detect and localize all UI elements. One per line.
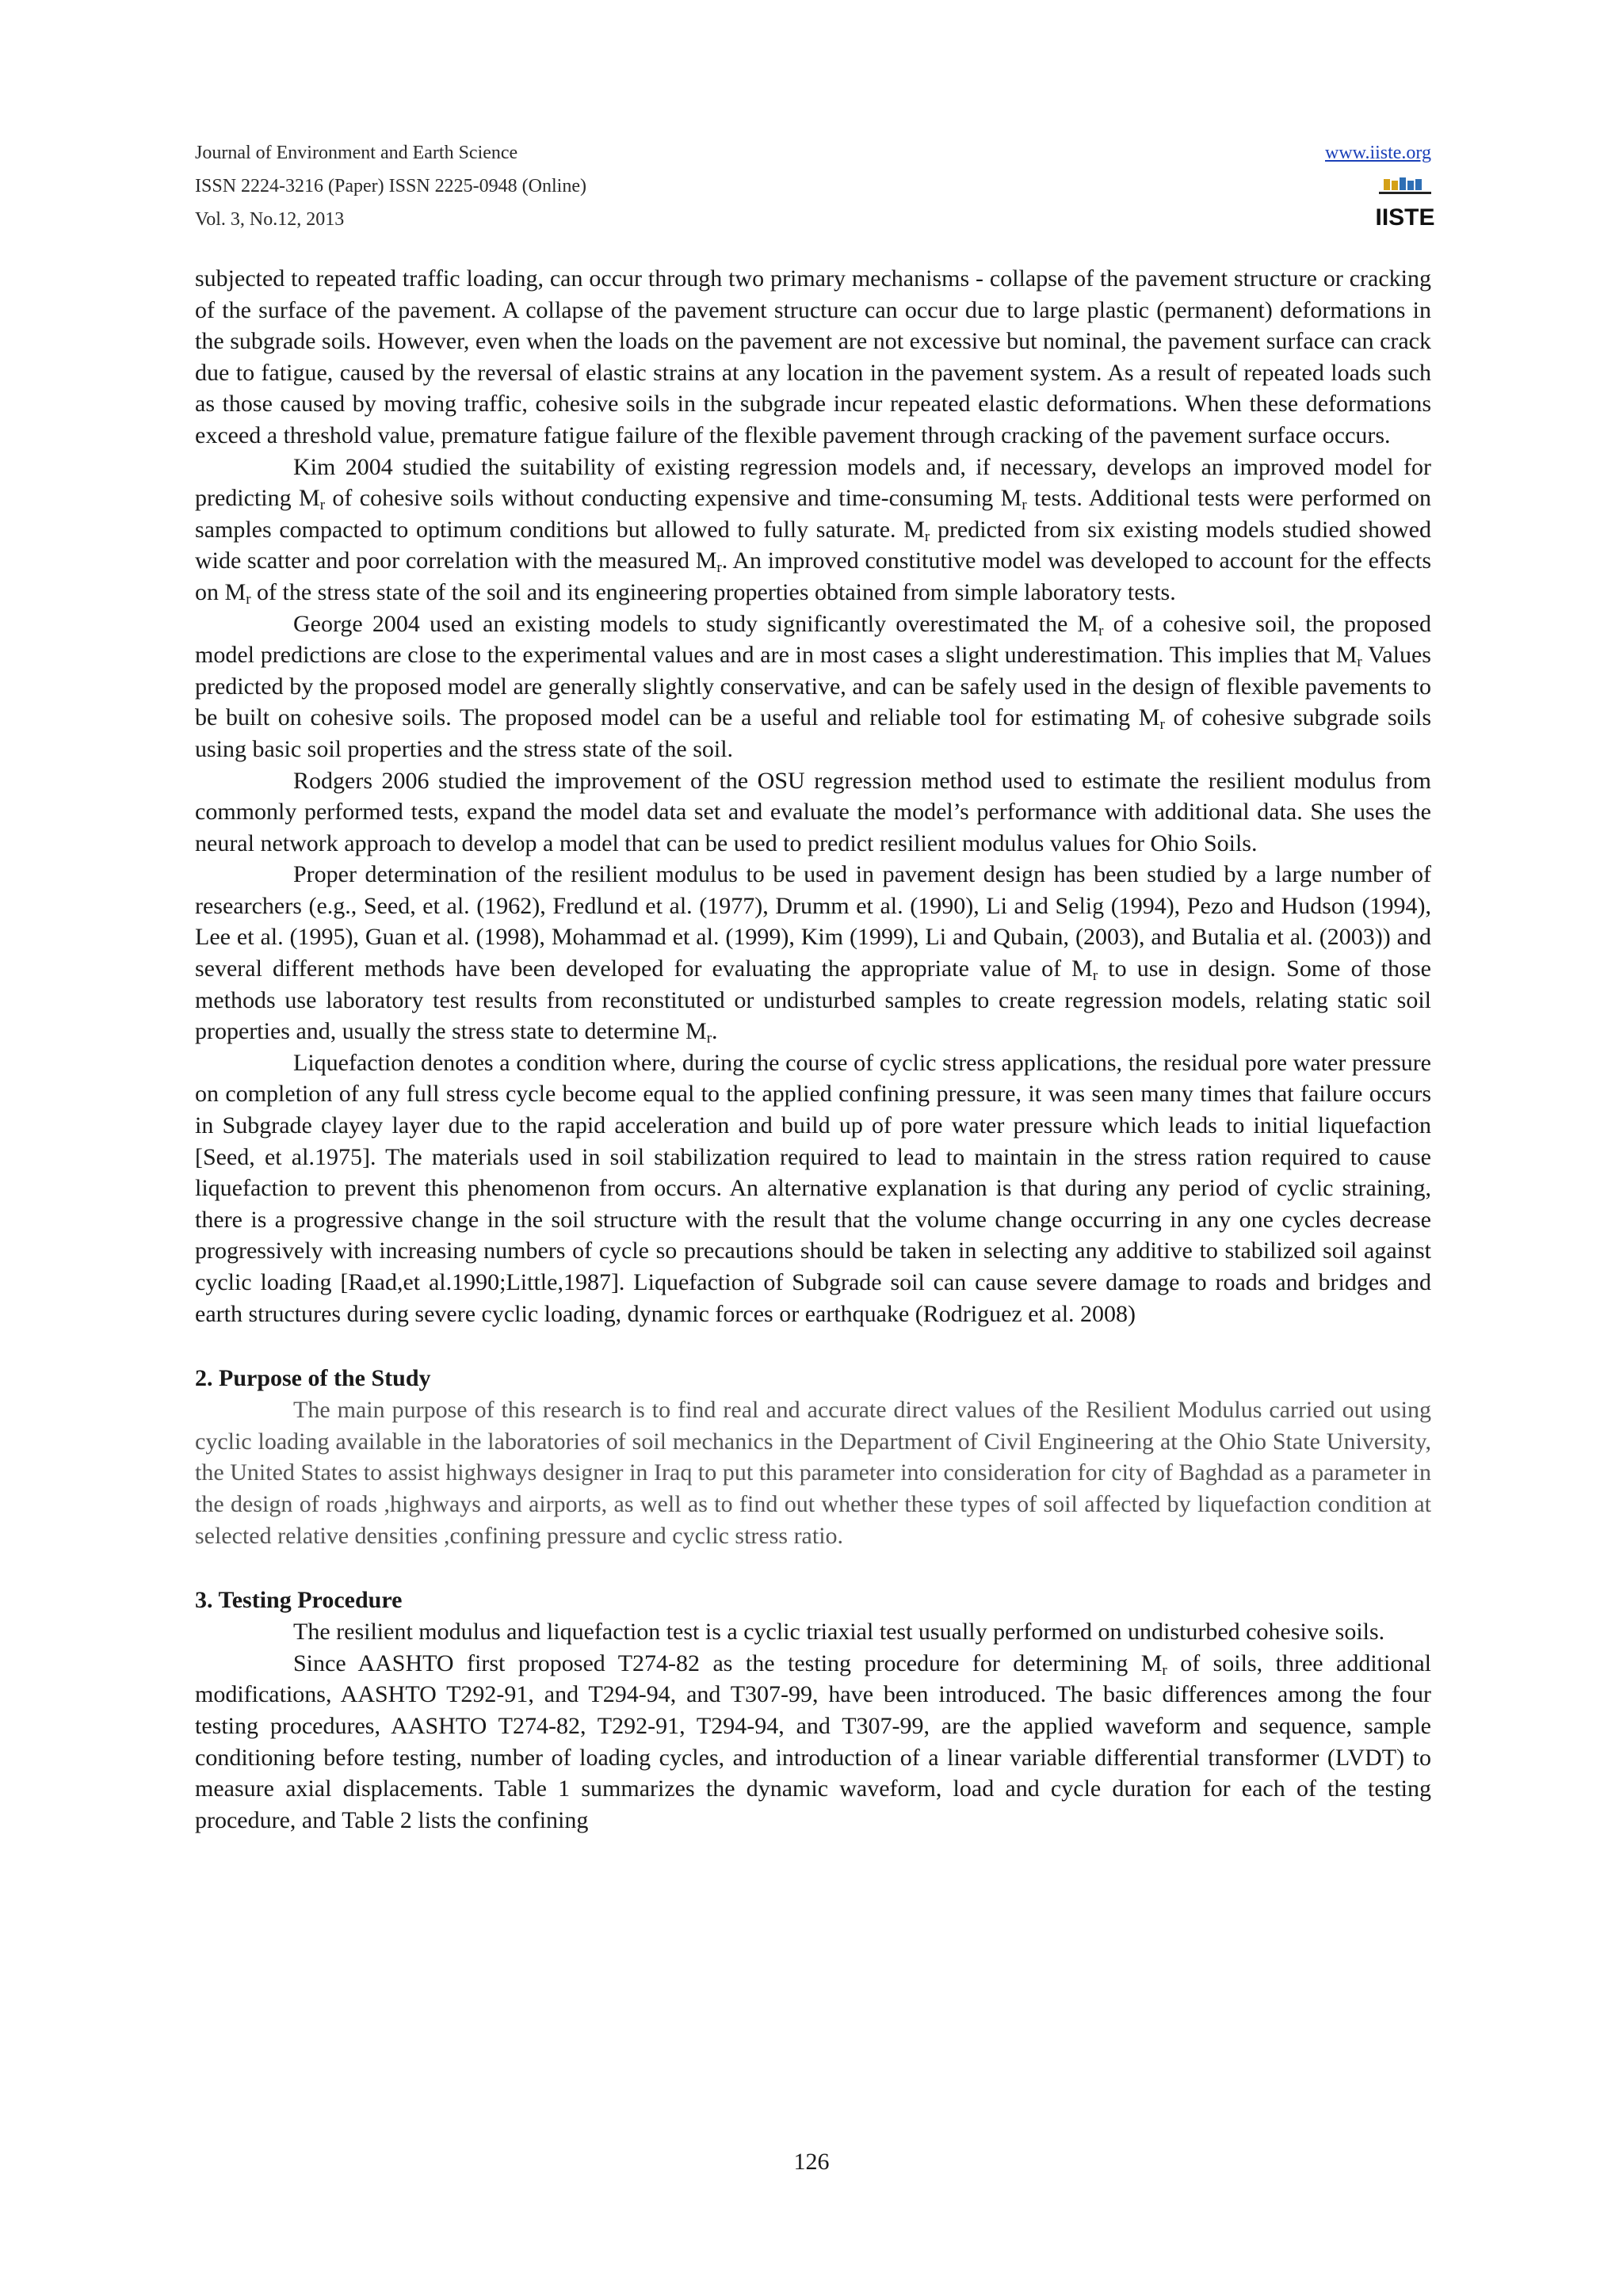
paragraph [195, 263, 1431, 452]
journal-url-link[interactable]: www.iiste.org [1325, 143, 1431, 163]
subscript-r: r [319, 497, 326, 514]
journal-volume: Vol. 3, No.12, 2013 [195, 209, 345, 230]
paragraph-text: of cohesive soils without conducting expensive and time-consuming M [325, 485, 1022, 512]
paragraph [195, 1616, 1431, 1648]
paragraph-text: of cohesive subgrade soils using basic soil properties and the stress state of the soil. [195, 704, 1432, 762]
subscript-r: r [1159, 716, 1165, 734]
subscript-r: r [706, 1030, 712, 1047]
subscript-r: r [1092, 967, 1098, 985]
journal-name: Journal of Environment and Earth Science [195, 143, 518, 163]
paragraph-text: of the stress state of the soil and its engineering properties obtained from simple laboratory tests. [250, 578, 1176, 605]
paragraph-text: Values predicted by the proposed model are generally slightly conservative, and can be safely used in the design of flexible pavements to be built on cohesive soils. The proposed model can be a useful and reliable tool for estimating M [195, 642, 1431, 731]
paragraph-text: The main purpose of this research is to find real and accurate direct values of the Resilient Modulus carried out using cyclic loading available in the laboratories of soil mechanics in the Department of Civil Engineering at the Ohio State University, the United States to assist highways designer in Iraq to put this parameter into consideration for city of Baghdad as a parameter in the design of roads ,highways and airports, as well as to find out whether these types of soil affected by liquefaction condition at selected relative densities ,confining pressure and cyclic stress ratio. [195, 1397, 1431, 1549]
subscript-r: r [246, 590, 251, 608]
paragraph-text: to use in design. Some of those methods use laboratory test results from reconstituted or undisturbed samples to create regression models, relating static soil properties and, usually the stress state to determine M [195, 955, 1431, 1045]
logo-wordmark: IISTE [1375, 204, 1435, 231]
subscript-r: r [1098, 622, 1104, 639]
paragraph [195, 608, 1431, 765]
paragraph-text: George 2004 used an existing models to study significantly overestimated the M [293, 610, 1099, 637]
paragraph-text: Rodgers 2006 studied the improvement of the OSU regression method used to estimate the resilient modulus from commonly performed tests, expand the model data set and evaluate the model’s performance with additional data. She uses the neural network approach to develop a model that can be used to predict resilient modulus values for Ohio Soils. [195, 767, 1431, 856]
subscript-r: r [1162, 1661, 1167, 1679]
paragraph-text: predicted from six existing models studied showed wide scatter and poor correlation with the measured M [195, 516, 1431, 574]
paragraph [195, 452, 1431, 608]
journal-issn: ISSN 2224-3216 (Paper) ISSN 2225-0948 (Online) [195, 176, 586, 196]
paragraph-text: Proper determination of the resilient modulus to be used in pavement design has been studied by a large number of researchers (e.g., Seed, et al. (1962), Fredlund et al. (1977), Drumm et al. (1990), Li and Selig (1994), Pezo and Hudson (1994), Lee et al. (1995), Guan et al. (1998), Mohammad et al. (1999), Kim (1999), Li and Qubain, (2003), and Butalia et al. (2003)) and several different methods have been developed for evaluating the appropriate value of M [195, 861, 1431, 982]
paragraph [195, 1648, 1431, 1836]
paragraph [195, 1394, 1431, 1551]
subscript-r: r [924, 528, 930, 545]
subscript-r: r [1022, 497, 1027, 514]
section-heading-purpose: 2. Purpose of the Study [195, 1365, 431, 1392]
paragraph-text: The resilient modulus and liquefaction test is a cyclic triaxial test usually performed on undisturbed cohesive soils. [293, 1619, 1385, 1646]
paragraph-text: tests. Additional tests were performed on samples compacted to optimum conditions but allowed to fully saturate. M [195, 485, 1431, 543]
paragraph-text: . [712, 1018, 718, 1045]
paragraph-text: Since AASHTO first proposed T274-82 as the testing procedure for determining M [293, 1650, 1163, 1676]
paragraph-text: subjected to repeated traffic loading, can occur through two primary mechanisms - collapse of the pavement structure or cracking of the surface of the pavement. A collapse of the pavement structure can occur due to large plastic (permanent) deformations in the subgrade soils. However, even when the loads on the pavement are not excessive but nominal, the pavement surface can crack due to fatigue, caused by the reversal of elastic strains at any location in the pavement system. As a result of repeated loads such as those caused by moving traffic, cohesive soils in the subgrade incur repeated elastic deformations. When these deformations exceed a threshold value, premature fatigue failure of the flexible pavement through cracking of the pavement surface occurs. [195, 265, 1431, 448]
page-number: 126 [793, 2149, 830, 2175]
paragraph [195, 765, 1431, 860]
paragraph [195, 859, 1431, 1047]
running-header [195, 136, 586, 236]
section-heading-testing: 3. Testing Procedure [195, 1587, 403, 1614]
subscript-r: r [1357, 654, 1362, 671]
paragraph-text: . An improved constitutive model was developed to account for the effects on M [195, 547, 1431, 605]
article-body [195, 263, 1431, 1836]
paragraph-text: of soils, three additional modifications, AASHTO T292-91, and T294-94, and T307-99, have been introduced. The basic differences among the four testing procedures, AASHTO T274-82, T292-91, T294-94, and T307-99, are the applied waveform and sequence, sample conditioning before testing, number of loading cycles, and introduction of a linear variable differential transformer (LVDT) to measure axial displacements. Table 1 summarizes the dynamic waveform, load and cycle duration for each of the testing procedure, and Table 2 lists the confining [195, 1650, 1431, 1833]
iiste-logo [1375, 174, 1435, 231]
paragraph-text: of a cohesive soil, the proposed model predictions are close to the experimental values and are in most cases a slight underestimation. This implies that M [195, 610, 1431, 669]
subscript-r: r [716, 559, 722, 577]
paragraph [195, 1047, 1431, 1329]
paragraph-text: Kim 2004 studied the suitability of existing regression models and, if necessary, develops an improved model for predicting M [195, 453, 1431, 512]
paragraph-text: Liquefaction denotes a condition where, during the course of cyclic stress applications, the residual pore water pressure on completion of any full stress cycle become equal to the applied confining pressure, it was seen many times that failure occurs in Subgrade clayey layer due to the rapid acceleration and build up of pore water pressure which leads to initial liquefaction [Seed, et al.1975]. The materials used in soil stabilization required to lead to maintain in the stress ration required to cause liquefaction to prevent this phenomenon from occurs. An alternative explanation is that during any period of cyclic straining, there is a progressive change in the soil structure with the result that the volume change occurring in any one cycles decrease progressively with increasing numbers of cycle so precautions should be taken in selecting any additive to stabilized soil against cyclic loading [Raad,et al.1990;Little,1987]. Liquefaction of Subgrade soil can cause severe damage to roads and bridges and earth structures during severe cyclic loading, dynamic forces or earthquake (Rodriguez et al. 2008) [195, 1049, 1431, 1327]
